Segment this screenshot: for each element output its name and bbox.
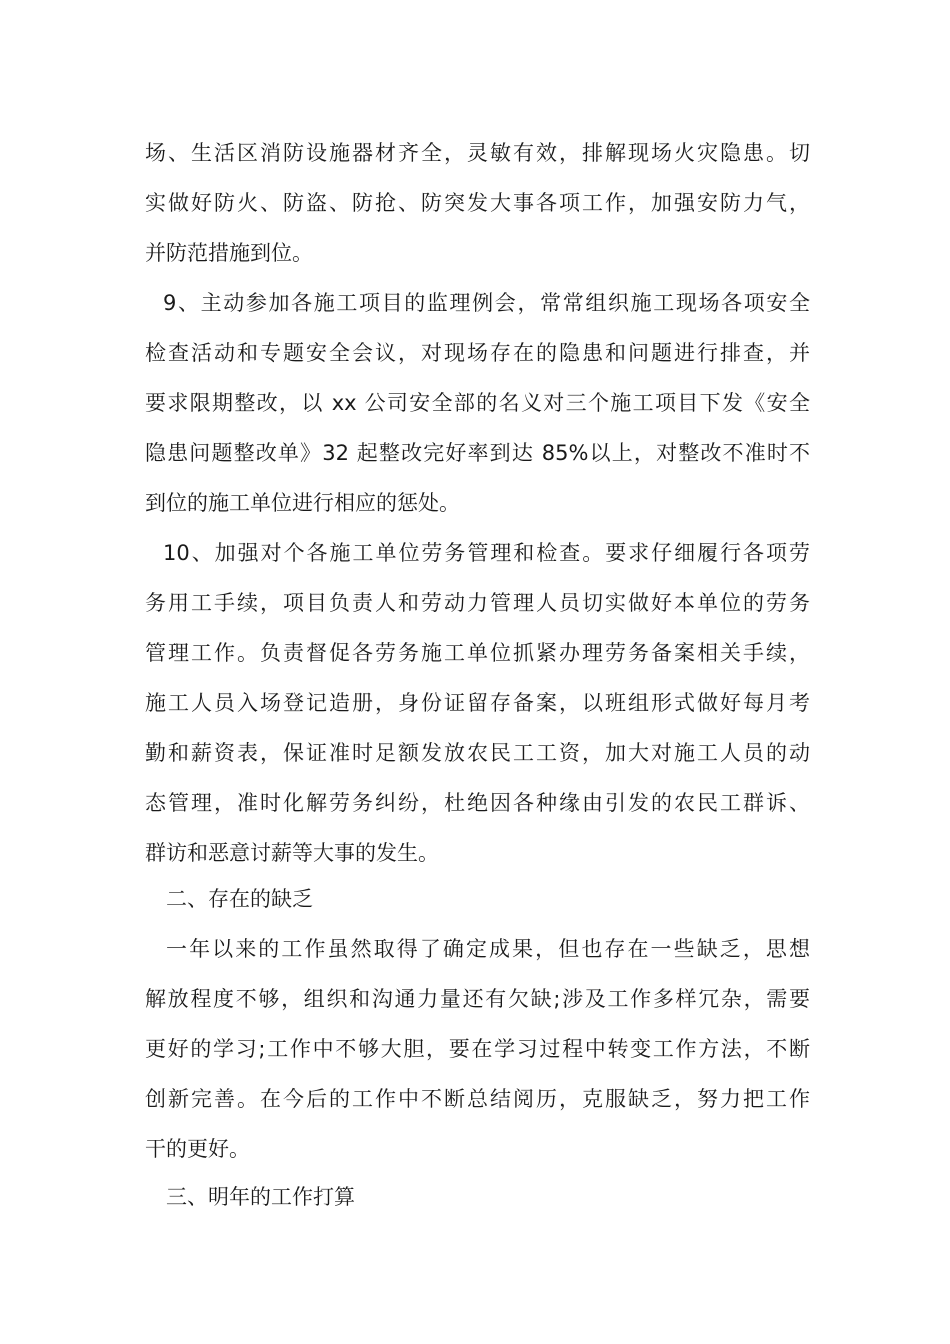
paragraph-line: 态管理，准时化解劳务纠纷，杜绝因各种缘由引发的农民工群诉、 xyxy=(145,791,810,815)
section-heading: 二、存在的缺乏 xyxy=(166,887,313,911)
paragraph-line: 管理工作。负责督促各劳务施工单位抓紧办理劳务备案相关手续， xyxy=(145,641,810,665)
paragraph-line: 务用工手续，项目负责人和劳动力管理人员切实做好本单位的劳务 xyxy=(145,591,810,615)
paragraph-line: 更好的学习;工作中不够大胆，要在学习过程中转变工作方法，不断 xyxy=(145,1037,810,1061)
paragraph-line: 干的更好。 xyxy=(145,1137,250,1161)
paragraph-line: 10、加强对个各施工单位劳务管理和检查。要求仔细履行各项劳 xyxy=(163,541,810,565)
paragraph-line: 场、生活区消防设施器材齐全，灵敏有效，排解现场火灾隐患。切 xyxy=(145,141,810,165)
paragraph-line: 解放程度不够，组织和沟通力量还有欠缺;涉及工作多样冗杂，需要 xyxy=(145,987,810,1011)
paragraph-line: 到位的施工单位进行相应的惩处。 xyxy=(145,491,460,515)
paragraph-line: 检查活动和专题安全会议，对现场存在的隐患和问题进行排查，并 xyxy=(145,341,810,365)
paragraph-line: 群访和恶意讨薪等大事的发生。 xyxy=(145,841,439,865)
paragraph-line: 并防范措施到位。 xyxy=(145,241,313,265)
paragraph-line: 9、主动参加各施工项目的监理例会，常常组织施工现场各项安全 xyxy=(163,291,810,315)
paragraph-line: 创新完善。在今后的工作中不断总结阅历，克服缺乏，努力把工作 xyxy=(145,1087,810,1111)
paragraph-line: 施工人员入场登记造册，身份证留存备案，以班组形式做好每月考 xyxy=(145,691,810,715)
paragraph-line: 隐患问题整改单》32 起整改完好率到达 85%以上，对整改不准时不 xyxy=(145,441,810,465)
paragraph-line: 要求限期整改，以 xx 公司安全部的名义对三个施工项目下发《安全 xyxy=(145,391,810,415)
section-heading: 三、明年的工作打算 xyxy=(166,1185,355,1209)
paragraph-line: 一年以来的工作虽然取得了确定成果，但也存在一些缺乏，思想 xyxy=(166,937,810,961)
paragraph-line: 实做好防火、防盗、防抢、防突发大事各项工作，加强安防力气， xyxy=(145,191,810,215)
paragraph-line: 勤和薪资表，保证准时足额发放农民工工资，加大对施工人员的动 xyxy=(145,741,810,765)
